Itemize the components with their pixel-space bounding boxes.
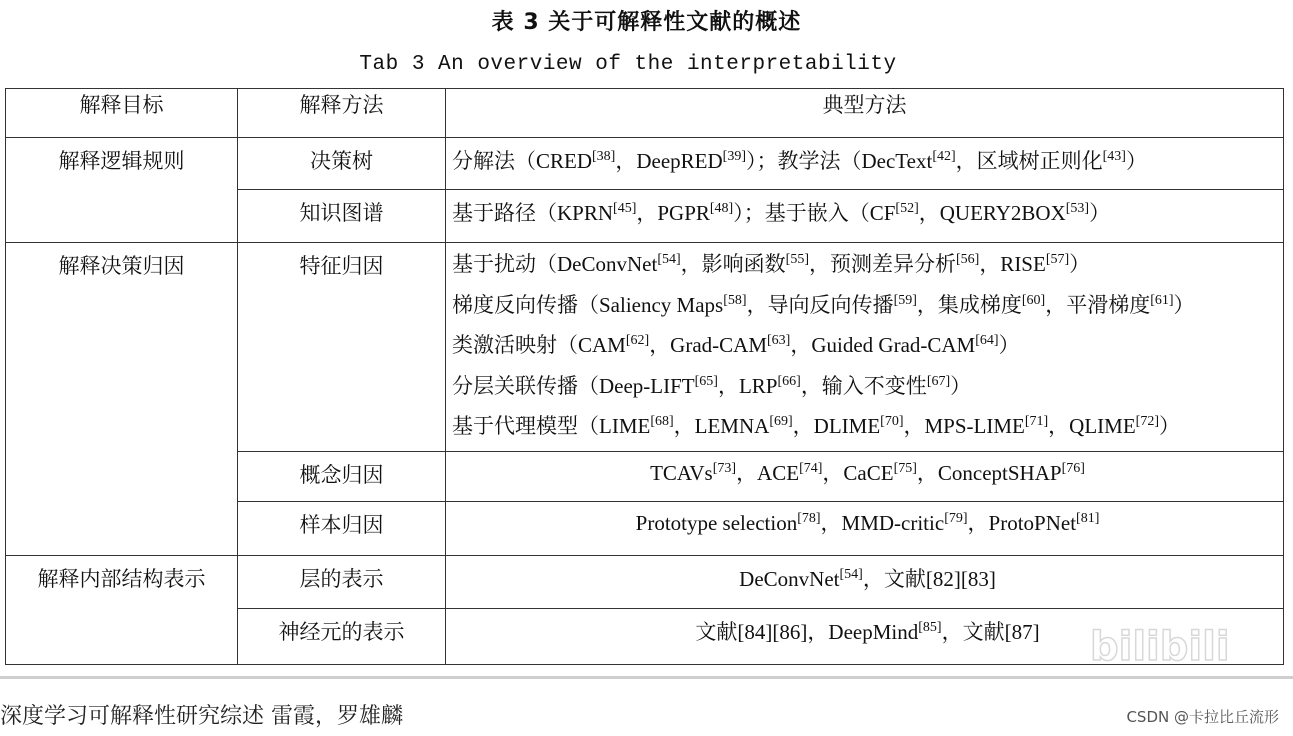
citation-ref: [85] bbox=[918, 620, 942, 635]
typical-methods-cell: 基于路径（KPRN[45]，PGPR[48]）；基于嵌入（CF[52]，QUERY2BOX[53]） bbox=[446, 190, 1284, 243]
method-line: 类激活映射（CAM[62]，Grad-CAM[63]，Guided Grad-CAM[64]） bbox=[452, 333, 1020, 358]
method-cell: 神经元的表示 bbox=[238, 609, 446, 665]
method-line: 基于代理模型（LIME[68]，LEMNA[69]，DLIME[70]，MPS-LIME[71]，QLIME[72]） bbox=[452, 414, 1180, 439]
method-cell: 决策树 bbox=[238, 138, 446, 190]
citation-ref: [78] bbox=[797, 511, 821, 526]
typical-methods-cell: DeConvNet[54]，文献[82][83] bbox=[446, 556, 1284, 609]
citation-ref: [57] bbox=[1045, 252, 1070, 267]
citation-ref: [71] bbox=[1024, 414, 1049, 430]
method-cell: 特征归因 bbox=[238, 243, 446, 452]
method-cell: 概念归因 bbox=[238, 452, 446, 502]
citation-ref: [58] bbox=[723, 292, 747, 308]
citation-ref: [61] bbox=[1150, 292, 1174, 308]
citation-ref: [66] bbox=[777, 373, 801, 389]
citation-ref: [56] bbox=[955, 252, 980, 267]
svg-text:bilibili: bilibili bbox=[1090, 624, 1230, 670]
citation-ref: [54] bbox=[657, 252, 681, 267]
citation-ref: [69] bbox=[769, 414, 793, 430]
citation-ref: [63] bbox=[767, 333, 791, 349]
typical-methods-cell: TCAVs[73]，ACE[74]，CaCE[75]，ConceptSHAP[76] bbox=[446, 452, 1284, 502]
citation-ref: [54] bbox=[839, 567, 863, 582]
method-line: 基于扰动（DeConvNet[54]，影响函数[55]，预测差异分析[56]，RISE[57]） bbox=[452, 252, 1091, 276]
header-method: 解释方法 bbox=[238, 89, 446, 138]
target-cell: 解释内部结构表示 bbox=[6, 556, 238, 665]
citation-ref: [43] bbox=[1102, 149, 1126, 164]
citation-ref: [74] bbox=[799, 461, 823, 476]
citation-ref: [42] bbox=[932, 149, 956, 164]
citation-ref: [75] bbox=[893, 461, 917, 476]
citation-ref: [55] bbox=[785, 252, 809, 267]
citation-ref: [60] bbox=[1021, 292, 1046, 308]
citation-ref: [59] bbox=[893, 292, 917, 308]
typical-methods-cell: Prototype selection[78]，MMD-critic[79]，ProtoPNet[81] bbox=[446, 502, 1284, 556]
header-target: 解释目标 bbox=[6, 89, 238, 138]
citation-ref: [53] bbox=[1065, 201, 1090, 216]
citation-ref: [81] bbox=[1076, 511, 1100, 526]
table-row bbox=[6, 138, 1284, 190]
method-cell: 层的表示 bbox=[238, 556, 446, 609]
divider bbox=[0, 676, 1293, 679]
citation-ref: [67] bbox=[926, 373, 951, 389]
citation-ref: [38] bbox=[592, 149, 616, 164]
citation-ref: [64] bbox=[975, 333, 999, 349]
table-caption-chinese: 表 3 关于可解释性文献的概述 bbox=[491, 10, 802, 35]
citation-ref: [45] bbox=[613, 201, 637, 216]
typical-methods-cell: 文献[84][86]，DeepMind[85]，文献[87] bbox=[446, 609, 1284, 665]
citation-ref: [65] bbox=[694, 373, 718, 389]
article-title: 深度学习可解释性研究综述 雷霞，罗雄麟 bbox=[0, 704, 403, 729]
citation-ref: [70] bbox=[880, 414, 904, 430]
typical-methods-cell: 分解法（CRED[38]，DeepRED[39]）；教学法（DecText[42]，区域树正则化[43]） bbox=[446, 138, 1284, 190]
header-typical: 典型方法 bbox=[446, 89, 1284, 138]
method-cell: 样本归因 bbox=[238, 502, 446, 556]
citation-ref: [39] bbox=[722, 149, 746, 164]
citation-ref: [68] bbox=[650, 414, 674, 430]
table-caption-english: Tab 3 An overview of the interpretability bbox=[359, 53, 897, 76]
citation-ref: [48] bbox=[709, 201, 734, 216]
target-cell: 解释决策归因 bbox=[6, 243, 238, 556]
method-line: 分层关联传播（Deep-LIFT[65]，LRP[66]，输入不变性[67]） bbox=[452, 373, 972, 398]
citation-ref: [76] bbox=[1061, 461, 1085, 476]
citation-ref: [72] bbox=[1135, 414, 1159, 430]
citation-ref: [73] bbox=[712, 461, 737, 476]
method-line: 梯度反向传播（Saliency Maps[58]，导向反向传播[59]，集成梯度[60]，平滑梯度[61]） bbox=[452, 292, 1195, 317]
citation-ref: [52] bbox=[895, 201, 919, 216]
table-row bbox=[6, 556, 1284, 609]
citation-ref: [62] bbox=[625, 333, 650, 349]
method-cell: 知识图谱 bbox=[238, 190, 446, 243]
target-cell: 解释逻辑规则 bbox=[6, 138, 238, 243]
typical-methods-cell bbox=[446, 243, 1284, 452]
table-header-row bbox=[6, 89, 1284, 138]
interpretability-overview-table bbox=[5, 88, 1284, 665]
citation-ref: [79] bbox=[944, 511, 968, 526]
source-watermark: CSDN @卡拉比丘流形 bbox=[1126, 708, 1279, 726]
table-row bbox=[6, 243, 1284, 452]
